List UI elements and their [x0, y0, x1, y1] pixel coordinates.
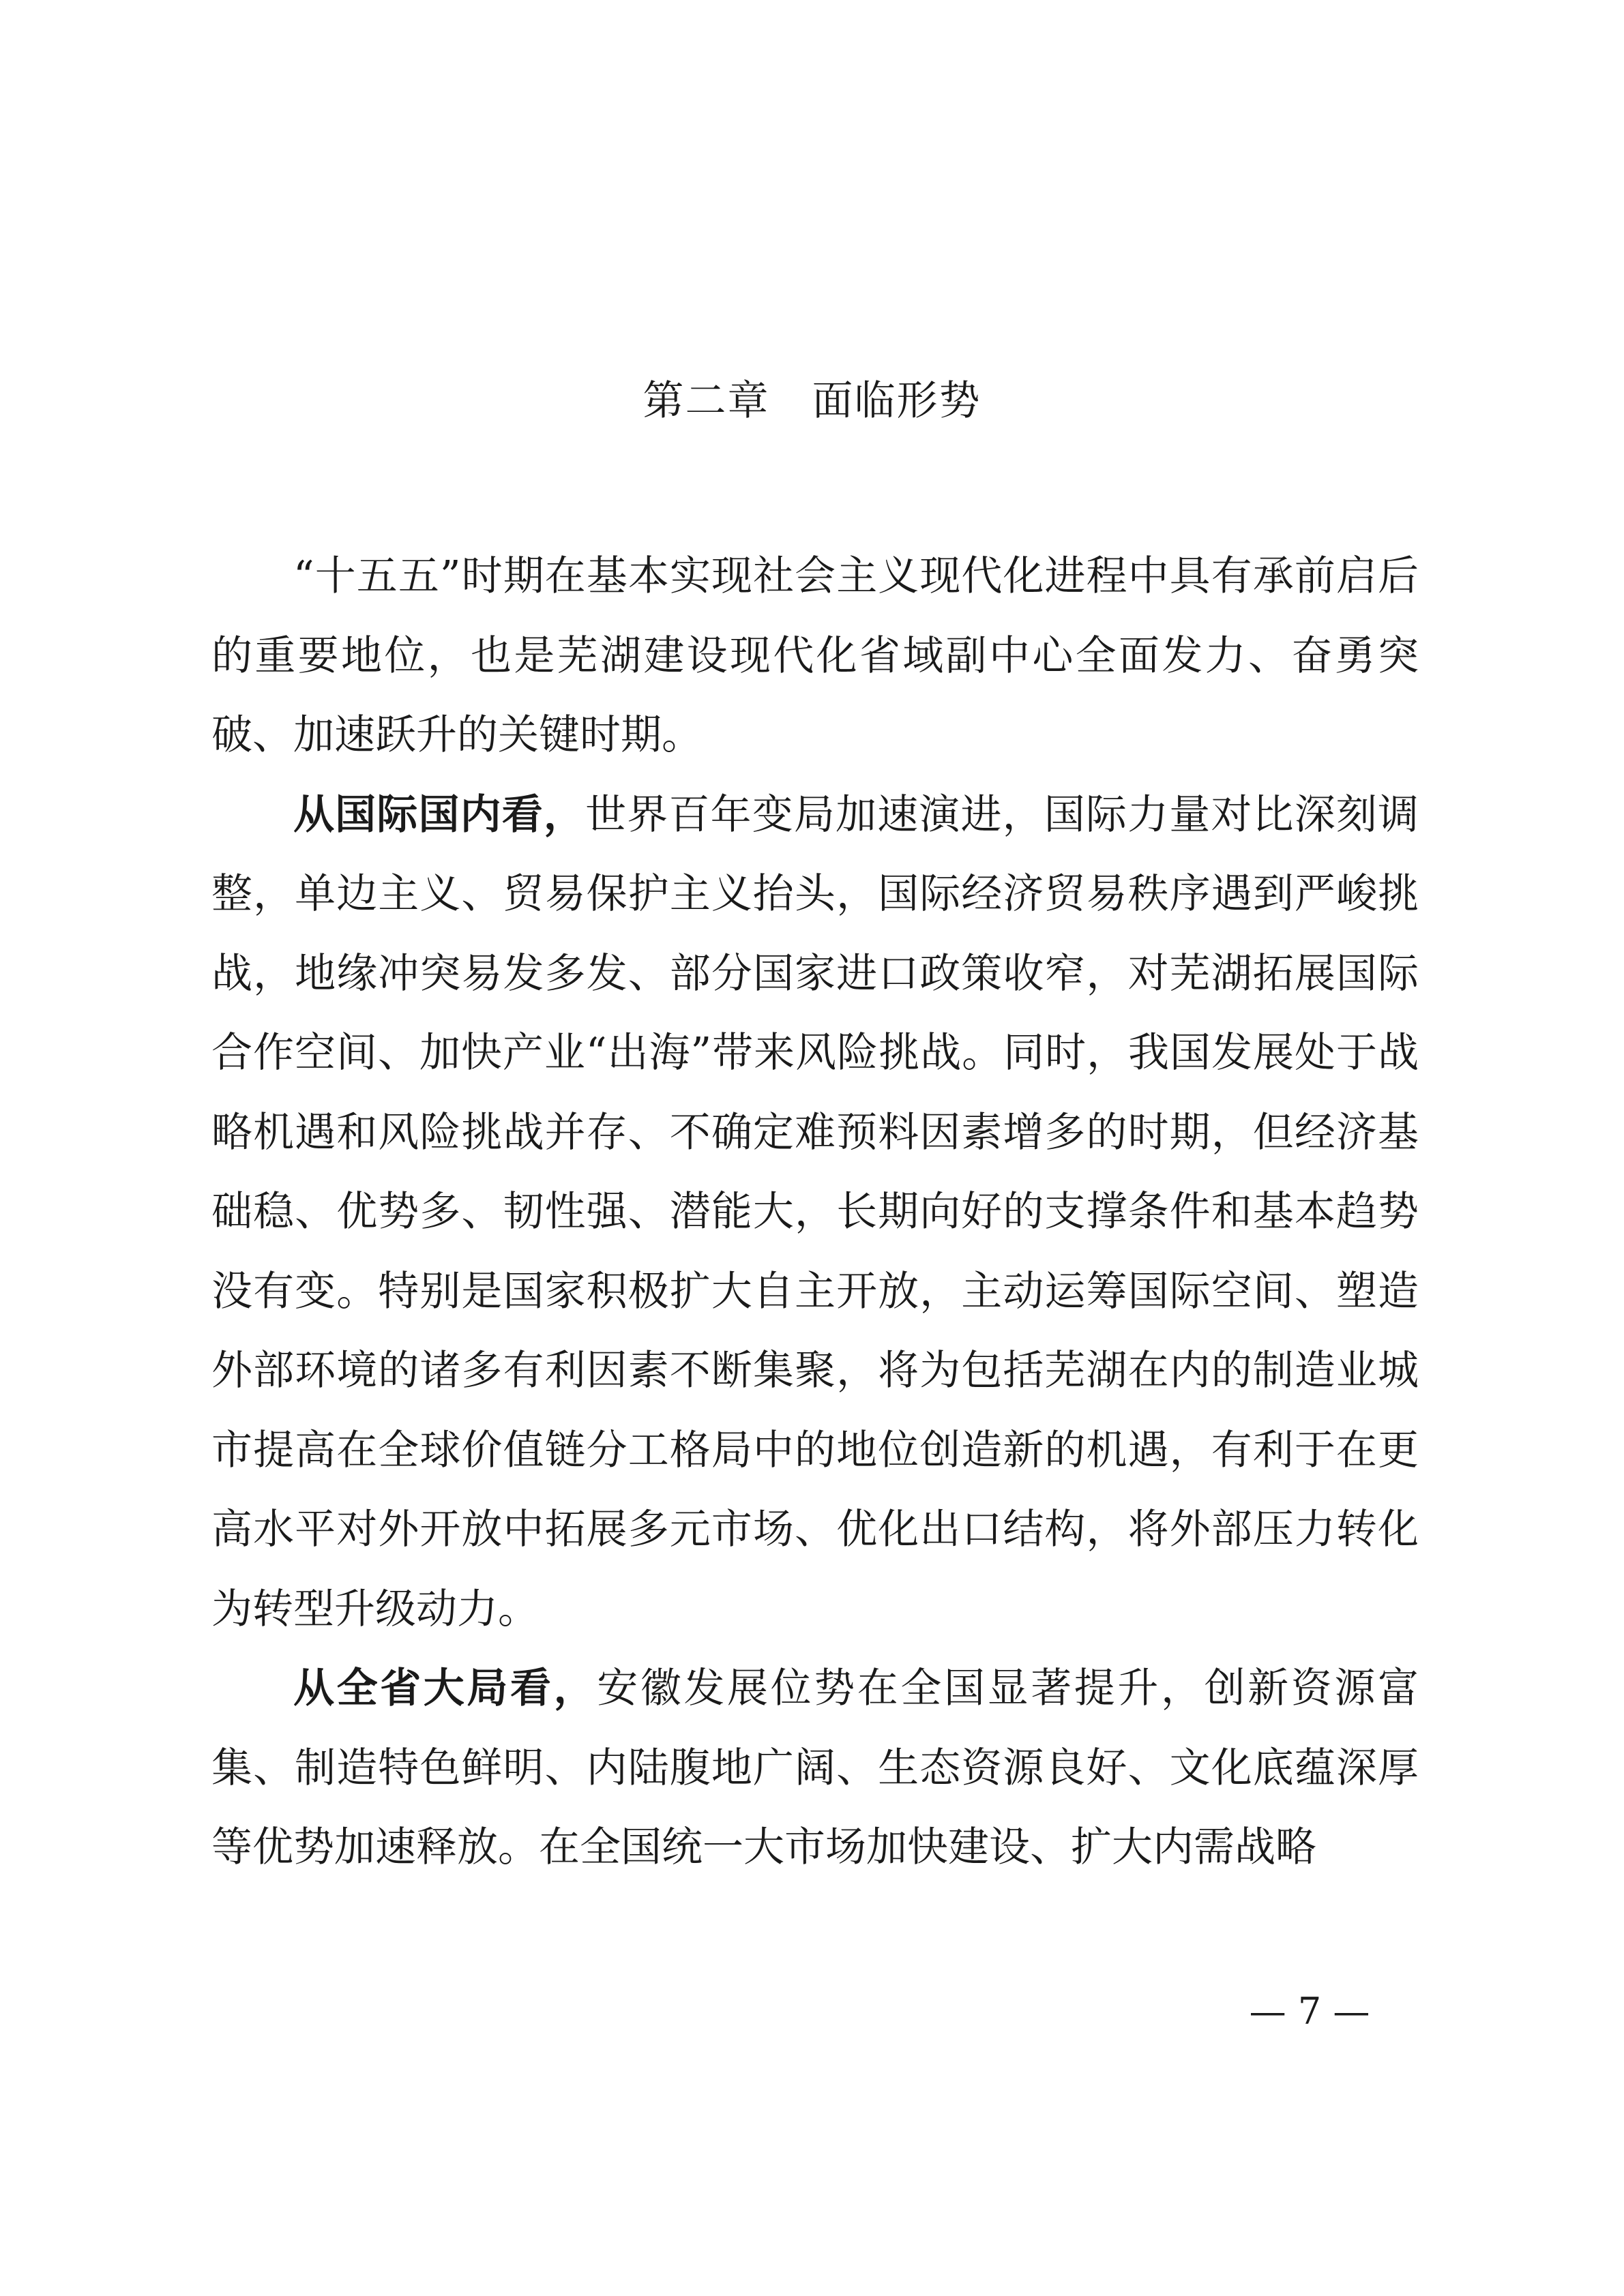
- paragraph-province: [211, 1649, 1419, 1888]
- page-number: — 7 —: [1249, 1990, 1370, 2033]
- paragraph-text: 世界百年变局加速演进，国际力量对比深刻调整，单边主义、贸易保护主义抬头，国际经济贸易秩序遇到严峻挑战，地缘冲突易发多发、部分国家进口政策收窄，对芜湖拓展国际合作空间、加快产业“出海”带来风险挑战。同时，我国发展处于战略机遇和风险挑战并存、不确定难预料因素增多的时期，但经济基础稳、优势多、韧性强、潜能大，长期向好的支撑条件和基本趋势没有变。特别是国家积极扩大自主开放，主动运筹国际空间、塑造外部环境的诸多有利因素不断集聚，将为包括芜湖在内的制造业城市提高在全球价值链分工格局中的地位创造新的机遇，有利于在更高水平对外开放中拓展多元市场、优化出口结构，将外部压力转化为转型升级动力。: [211, 790, 1419, 1633]
- paragraph-international: [211, 775, 1419, 1650]
- body-text: [211, 537, 1419, 1888]
- paragraph-lead: 从全省大局看，: [293, 1665, 597, 1712]
- paragraph-text: 安徽发展位势在全国显著提升，创新资源富集、制造特色鲜明、内陆腹地广阔、生态资源良好、文化底蕴深厚等优势加速释放。在全国统一大市场加快建设、扩大内需战略: [211, 1665, 1419, 1871]
- paragraph-text: “十五五”时期在基本实现社会主义现代化进程中具有承前启后的重要地位，也是芜湖建设现代化省域副中心全面发力、奋勇突破、加速跃升的关键时期。: [211, 552, 1419, 759]
- paragraph-intro: [211, 537, 1419, 775]
- chapter-title: 第二章 面临形势: [643, 377, 981, 425]
- paragraph-lead: 从国际国内看，: [293, 790, 586, 839]
